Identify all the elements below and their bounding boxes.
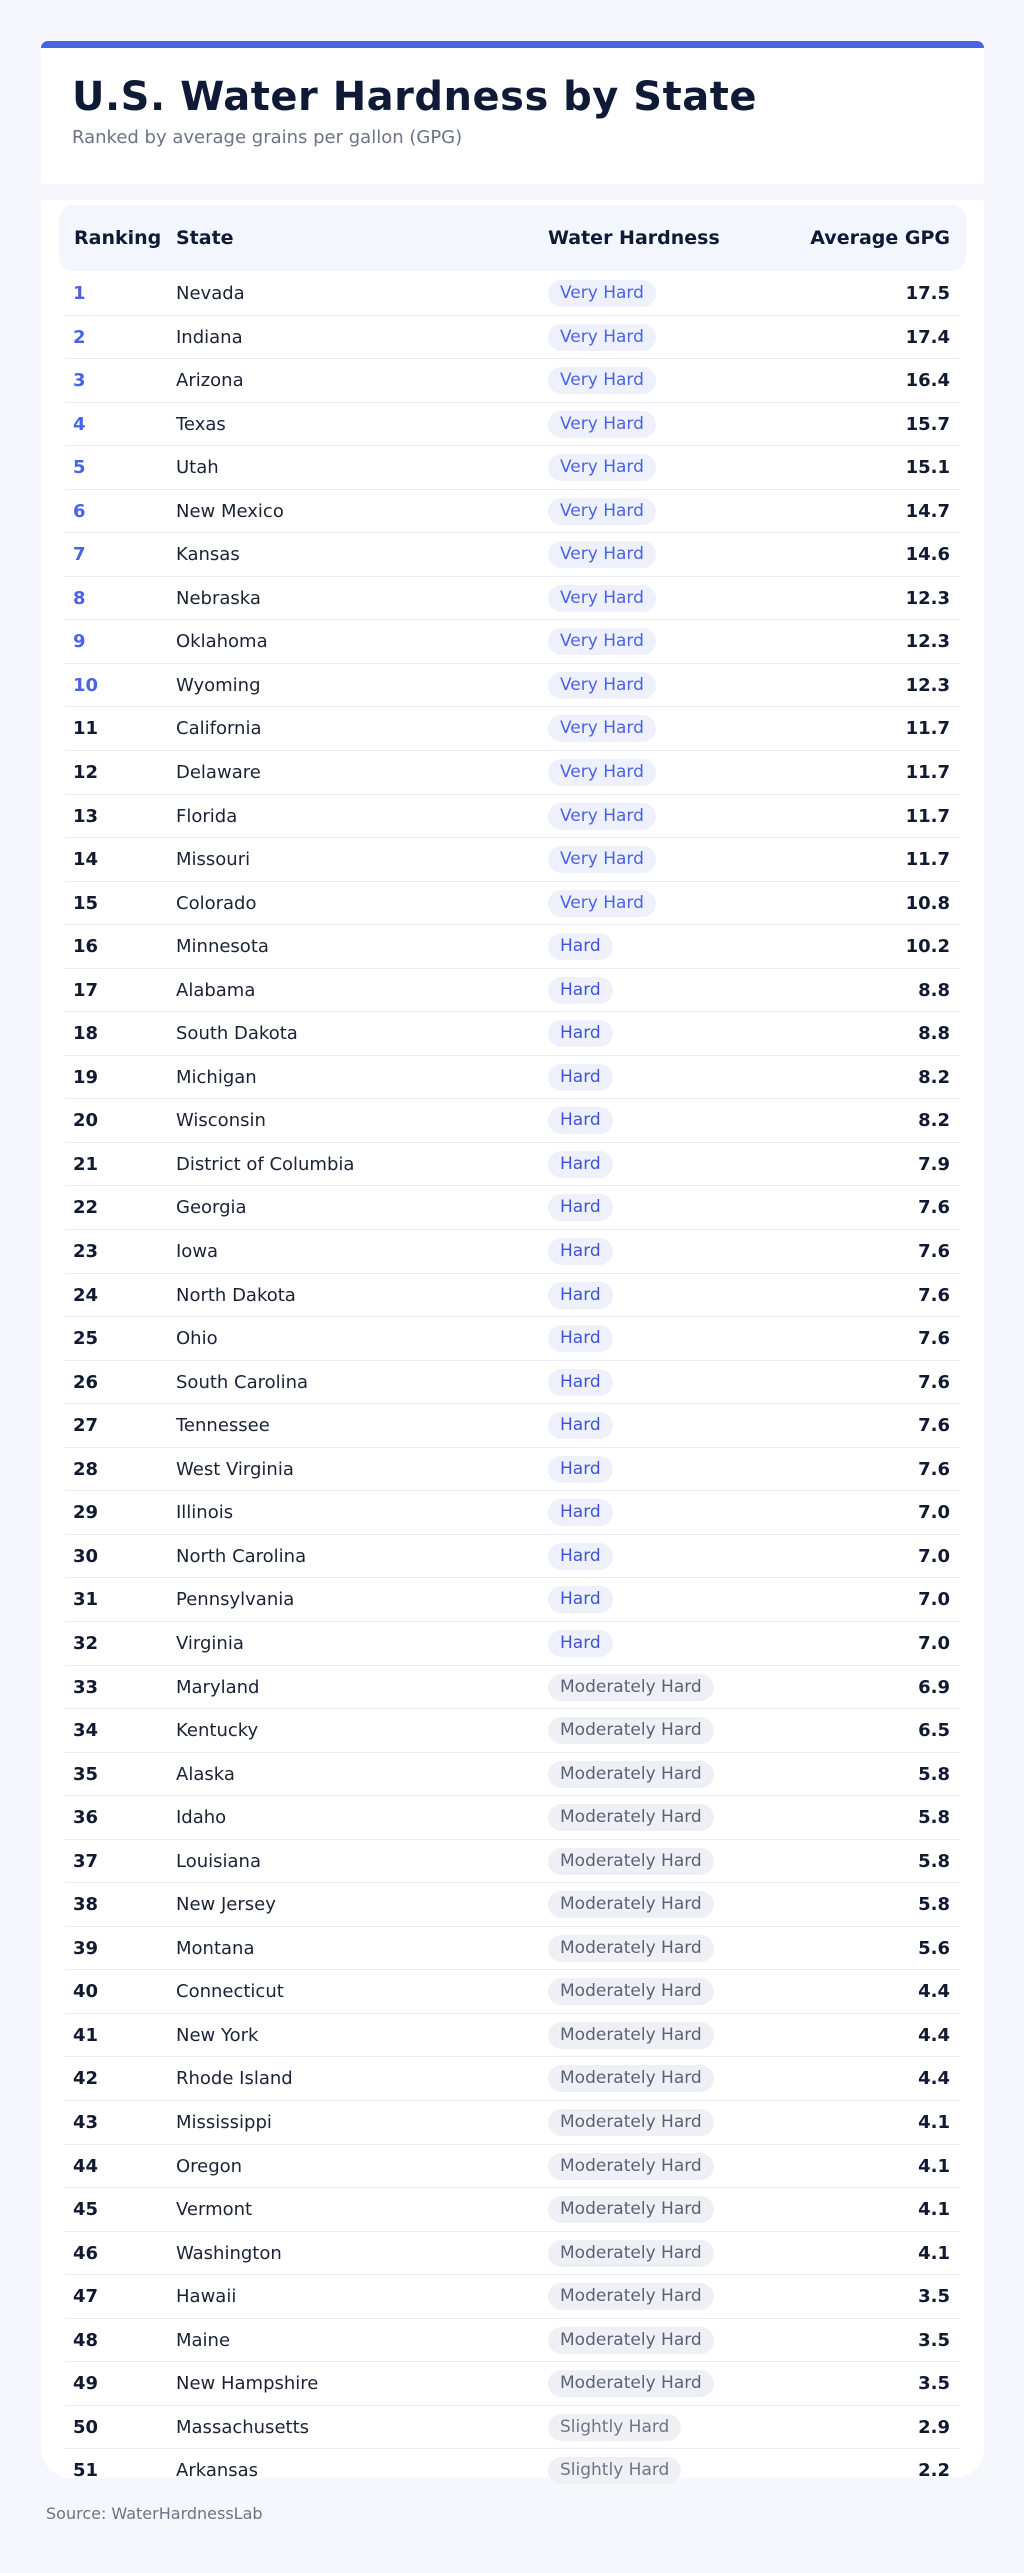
average-gpg-cell: 7.6 [918,1371,950,1393]
state-cell: South Carolina [176,1371,309,1393]
hardness-badge: Moderately Hard [548,1761,714,1788]
hardness-badge: Moderately Hard [548,2196,714,2223]
state-cell: Oregon [176,2155,243,2177]
hardness-badge: Hard [548,1369,613,1396]
hardness-badge: Very Hard [548,715,656,742]
ranking-cell: 34 [73,1720,99,1742]
ranking-cell: 27 [73,1415,99,1437]
average-gpg-cell: 15.7 [905,413,950,435]
hardness-badge: Hard [548,977,613,1004]
average-gpg-cell: 14.7 [905,500,950,522]
ranking-cell: 14 [73,849,99,871]
average-gpg-cell: 7.0 [918,1632,950,1654]
hardness-badge: Moderately Hard [548,1674,714,1701]
state-cell: Montana [176,1937,255,1959]
average-gpg-cell: 6.9 [918,1676,950,1698]
state-cell: New Mexico [176,500,284,522]
column-header-average-gpg[interactable]: Average GPG [810,227,950,249]
ranking-cell: 16 [73,936,99,958]
hardness-badge: Very Hard [548,498,656,525]
table-row [65,838,960,882]
hardness-badge: Hard [548,1630,613,1657]
average-gpg-cell: 3.5 [918,2329,950,2351]
table-row [65,1622,960,1666]
average-gpg-cell: 5.8 [918,1763,950,1785]
table-row [65,1970,960,2014]
average-gpg-cell: 5.8 [918,1894,950,1916]
average-gpg-cell: 16.4 [905,370,950,392]
average-gpg-cell: 4.4 [918,2068,950,2090]
table-row [65,795,960,839]
table-row [65,1666,960,1710]
ranking-cell: 4 [73,413,86,435]
average-gpg-cell: 5.8 [918,1850,950,1872]
state-cell: Virginia [176,1632,244,1654]
state-cell: Maryland [176,1676,260,1698]
state-cell: Indiana [176,326,243,348]
state-cell: Nevada [176,283,245,304]
hardness-badge: Very Hard [548,324,656,351]
ranking-cell: 31 [73,1589,99,1611]
column-header-ranking[interactable]: Ranking [74,227,162,249]
state-cell: Georgia [176,1197,247,1219]
table-row [65,707,960,751]
ranking-cell: 35 [73,1763,99,1785]
ranking-cell: 25 [73,1328,99,1350]
state-cell: Kentucky [176,1720,259,1742]
state-cell: Utah [176,457,219,479]
hardness-badge: Moderately Hard [548,1804,714,1831]
average-gpg-cell: 12.3 [905,631,950,653]
table-row [65,2275,960,2319]
ranking-cell: 7 [73,544,86,566]
table-row [65,1143,960,1187]
state-cell: Arizona [176,370,244,392]
hardness-badge: Moderately Hard [548,2153,714,2180]
average-gpg-cell: 4.4 [918,2024,950,2046]
ranking-cell: 43 [73,2111,99,2133]
hardness-badge: Moderately Hard [548,2109,714,2136]
column-header-state[interactable]: State [176,227,234,249]
hardness-badge: Moderately Hard [548,1717,714,1744]
ranking-cell: 44 [73,2155,99,2177]
state-cell: Illinois [176,1502,234,1524]
table-body [59,272,966,2493]
average-gpg-cell: 5.6 [918,1937,950,1959]
hardness-badge: Very Hard [548,411,656,438]
ranking-cell: 23 [73,1241,99,1263]
table-row [65,446,960,490]
ranking-cell: 46 [73,2242,99,2264]
hardness-badge: Very Hard [548,672,656,699]
average-gpg-cell: 3.5 [918,2286,950,2308]
average-gpg-cell: 11.7 [905,805,950,827]
hardness-badge: Hard [548,1325,613,1352]
average-gpg-cell: 10.8 [905,892,950,914]
table-row [65,2057,960,2101]
table-row [65,1099,960,1143]
state-cell: Hawaii [176,2286,237,2308]
table-row [65,533,960,577]
ranking-cell: 22 [73,1197,99,1219]
average-gpg-cell: 6.5 [918,1720,950,1742]
hardness-badge: Moderately Hard [548,2327,714,2354]
ranking-cell: 5 [73,457,86,479]
state-cell: Rhode Island [176,2068,293,2090]
page-header [41,48,984,188]
table-row [65,1883,960,1927]
state-cell: Florida [176,805,238,827]
table-row [65,1361,960,1405]
average-gpg-cell: 7.0 [918,1545,950,1567]
ranking-cell: 37 [73,1850,99,1872]
ranking-cell: 21 [73,1153,99,1175]
ranking-cell: 12 [73,762,99,784]
ranking-cell: 47 [73,2286,99,2308]
ranking-cell: 50 [73,2416,99,2438]
hardness-badge: Moderately Hard [548,1935,714,1962]
state-cell: Alabama [176,979,256,1001]
hardness-badge: Very Hard [548,367,656,394]
state-cell: Mississippi [176,2111,272,2133]
state-cell: Idaho [176,1807,227,1829]
state-cell: West Virginia [176,1458,294,1480]
state-cell: North Carolina [176,1545,307,1567]
average-gpg-cell: 2.9 [918,2416,950,2438]
table-row [65,1535,960,1579]
hardness-badge: Hard [548,1456,613,1483]
table-row [65,1230,960,1274]
hardness-badge: Slightly Hard [548,2457,681,2484]
table-row [65,1578,960,1622]
ranking-cell: 3 [73,370,86,392]
hardness-badge: Moderately Hard [548,2370,714,2397]
table-row [65,1404,960,1448]
table-row [65,2014,960,2058]
average-gpg-cell: 8.8 [918,1023,950,1045]
state-cell: Iowa [176,1241,219,1263]
average-gpg-cell: 7.6 [918,1284,950,1306]
ranking-cell: 1 [73,283,86,304]
state-cell: Connecticut [176,1981,284,2003]
ranking-cell: 17 [73,979,99,1001]
hardness-badge: Moderately Hard [548,1848,714,1875]
table-row [65,2145,960,2189]
table-row [65,1753,960,1797]
hardness-badge: Moderately Hard [548,1978,714,2005]
average-gpg-cell: 5.8 [918,1807,950,1829]
average-gpg-cell: 8.8 [918,979,950,1001]
hardness-table [59,205,966,2493]
hardness-badge: Very Hard [548,803,656,830]
hardness-badge: Moderately Hard [548,2283,714,2310]
table-row [65,620,960,664]
state-cell: California [176,718,262,740]
hardness-badge: Moderately Hard [548,2022,714,2049]
ranking-cell: 51 [73,2460,99,2482]
state-cell: Kansas [176,544,240,566]
hardness-badge: Hard [548,1194,613,1221]
ranking-cell: 49 [73,2373,99,2395]
average-gpg-cell: 14.6 [905,544,950,566]
page-subtitle: Ranked by average grains per gallon (GPG) [72,127,463,148]
table-row [65,664,960,708]
table-row [65,1186,960,1230]
average-gpg-cell: 4.1 [918,2111,950,2133]
ranking-cell: 29 [73,1502,99,1524]
average-gpg-cell: 7.6 [918,1197,950,1219]
ranking-cell: 36 [73,1807,99,1829]
table-row [65,2319,960,2363]
table-row [65,359,960,403]
ranking-cell: 9 [73,631,86,653]
hardness-badge: Very Hard [548,890,656,917]
average-gpg-cell: 7.6 [918,1241,950,1263]
state-cell: Tennessee [176,1415,270,1437]
average-gpg-cell: 11.7 [905,849,950,871]
average-gpg-cell: 7.0 [918,1589,950,1611]
state-cell: Oklahoma [176,631,268,653]
average-gpg-cell: 8.2 [918,1066,950,1088]
table-row [65,1274,960,1318]
state-cell: Minnesota [176,936,269,958]
hardness-badge: Very Hard [548,759,656,786]
hardness-badge: Hard [548,1020,613,1047]
table-row [65,2406,960,2450]
table-row [65,969,960,1013]
ranking-cell: 8 [73,587,86,609]
table-row [65,2449,960,2493]
average-gpg-cell: 4.1 [918,2199,950,2221]
average-gpg-cell: 3.5 [918,2373,950,2395]
average-gpg-cell: 4.1 [918,2242,950,2264]
ranking-cell: 19 [73,1066,99,1088]
average-gpg-cell: 7.9 [918,1153,950,1175]
state-cell: Arkansas [176,2460,259,2482]
table-row [65,2188,960,2232]
ranking-cell: 38 [73,1894,99,1916]
state-cell: North Dakota [176,1284,296,1306]
state-cell: District of Columbia [176,1153,355,1175]
average-gpg-cell: 4.1 [918,2155,950,2177]
state-cell: Louisiana [176,1850,261,1872]
state-cell: Colorado [176,892,257,914]
hardness-badge: Hard [548,1412,613,1439]
hardness-badge: Slightly Hard [548,2414,681,2441]
state-cell: Massachusetts [176,2416,310,2438]
state-cell: New Jersey [176,1894,276,1916]
state-cell: Missouri [176,849,251,871]
table-row [65,751,960,795]
hardness-badge: Hard [548,1238,613,1265]
ranking-cell: 2 [73,326,86,348]
hardness-badge: Hard [548,1151,613,1178]
average-gpg-cell: 12.3 [905,674,950,696]
average-gpg-cell: 12.3 [905,587,950,609]
hardness-badge: Very Hard [548,628,656,655]
ranking-cell: 15 [73,892,99,914]
table-row [65,403,960,447]
hardness-badge: Very Hard [548,846,656,873]
table-row [65,2232,960,2276]
header-divider [41,184,984,200]
column-header-water-hardness[interactable]: Water Hardness [548,227,720,249]
state-cell: Wisconsin [176,1110,266,1132]
ranking-cell: 13 [73,805,99,827]
hardness-badge: Moderately Hard [548,2065,714,2092]
ranking-cell: 39 [73,1937,99,1959]
average-gpg-cell: 10.2 [905,936,950,958]
average-gpg-cell: 11.7 [905,718,950,740]
table-row [65,272,960,316]
table-row [65,1927,960,1971]
table-row [65,1709,960,1753]
state-cell: Delaware [176,762,261,784]
source-note: Source: WaterHardnessLab [46,2504,263,2523]
table-row [65,925,960,969]
state-cell: South Dakota [176,1023,298,1045]
ranking-cell: 30 [73,1545,99,1567]
state-cell: New Hampshire [176,2373,319,2395]
ranking-cell: 18 [73,1023,99,1045]
hardness-badge: Moderately Hard [548,1891,714,1918]
average-gpg-cell: 7.6 [918,1328,950,1350]
ranking-cell: 41 [73,2024,99,2046]
ranking-cell: 32 [73,1632,99,1654]
average-gpg-cell: 7.6 [918,1458,950,1480]
hardness-badge: Hard [548,933,613,960]
state-cell: Alaska [176,1763,235,1785]
table-header [59,205,966,271]
hardness-badge: Hard [548,1282,613,1309]
state-cell: Vermont [176,2199,253,2221]
hardness-badge: Very Hard [548,541,656,568]
ranking-cell: 11 [73,718,99,740]
hardness-badge: Hard [548,1107,613,1134]
ranking-cell: 26 [73,1371,99,1393]
ranking-cell: 20 [73,1110,99,1132]
hardness-badge: Hard [548,1064,613,1091]
state-cell: Maine [176,2329,231,2351]
state-cell: New York [176,2024,259,2046]
average-gpg-cell: 7.0 [918,1502,950,1524]
average-gpg-cell: 15.1 [905,457,950,479]
state-cell: Michigan [176,1066,257,1088]
table-row [65,316,960,360]
average-gpg-cell: 17.5 [905,283,950,304]
ranking-cell: 48 [73,2329,99,2351]
table-row [65,1448,960,1492]
ranking-cell: 24 [73,1284,99,1306]
average-gpg-cell: 2.2 [918,2460,950,2482]
average-gpg-cell: 7.6 [918,1415,950,1437]
ranking-cell: 28 [73,1458,99,1480]
content-card [41,48,984,2482]
table-row [65,1317,960,1361]
table-row [65,1491,960,1535]
table-row [65,490,960,534]
table-row [65,1056,960,1100]
state-cell: Ohio [176,1328,218,1350]
table-row [65,577,960,621]
state-cell: Pennsylvania [176,1589,295,1611]
average-gpg-cell: 17.4 [905,326,950,348]
hardness-badge: Hard [548,1543,613,1570]
hardness-badge: Very Hard [548,585,656,612]
average-gpg-cell: 8.2 [918,1110,950,1132]
ranking-cell: 42 [73,2068,99,2090]
hardness-badge: Very Hard [548,280,656,307]
table-row [65,2101,960,2145]
table-row [65,1012,960,1056]
average-gpg-cell: 11.7 [905,762,950,784]
hardness-badge: Very Hard [548,454,656,481]
table-row [65,1796,960,1840]
state-cell: Wyoming [176,674,261,696]
hardness-badge: Moderately Hard [548,2240,714,2267]
ranking-cell: 33 [73,1676,99,1698]
state-cell: Washington [176,2242,282,2264]
page-title: U.S. Water Hardness by State [72,74,757,120]
ranking-cell: 40 [73,1981,99,2003]
hardness-badge: Hard [548,1499,613,1526]
state-cell: Nebraska [176,587,261,609]
table-row [65,1840,960,1884]
ranking-cell: 45 [73,2199,99,2221]
ranking-cell: 10 [73,674,99,696]
hardness-badge: Hard [548,1586,613,1613]
ranking-cell: 6 [73,500,86,522]
table-row [65,2362,960,2406]
table-row [65,882,960,926]
average-gpg-cell: 4.4 [918,1981,950,2003]
state-cell: Texas [176,413,226,435]
